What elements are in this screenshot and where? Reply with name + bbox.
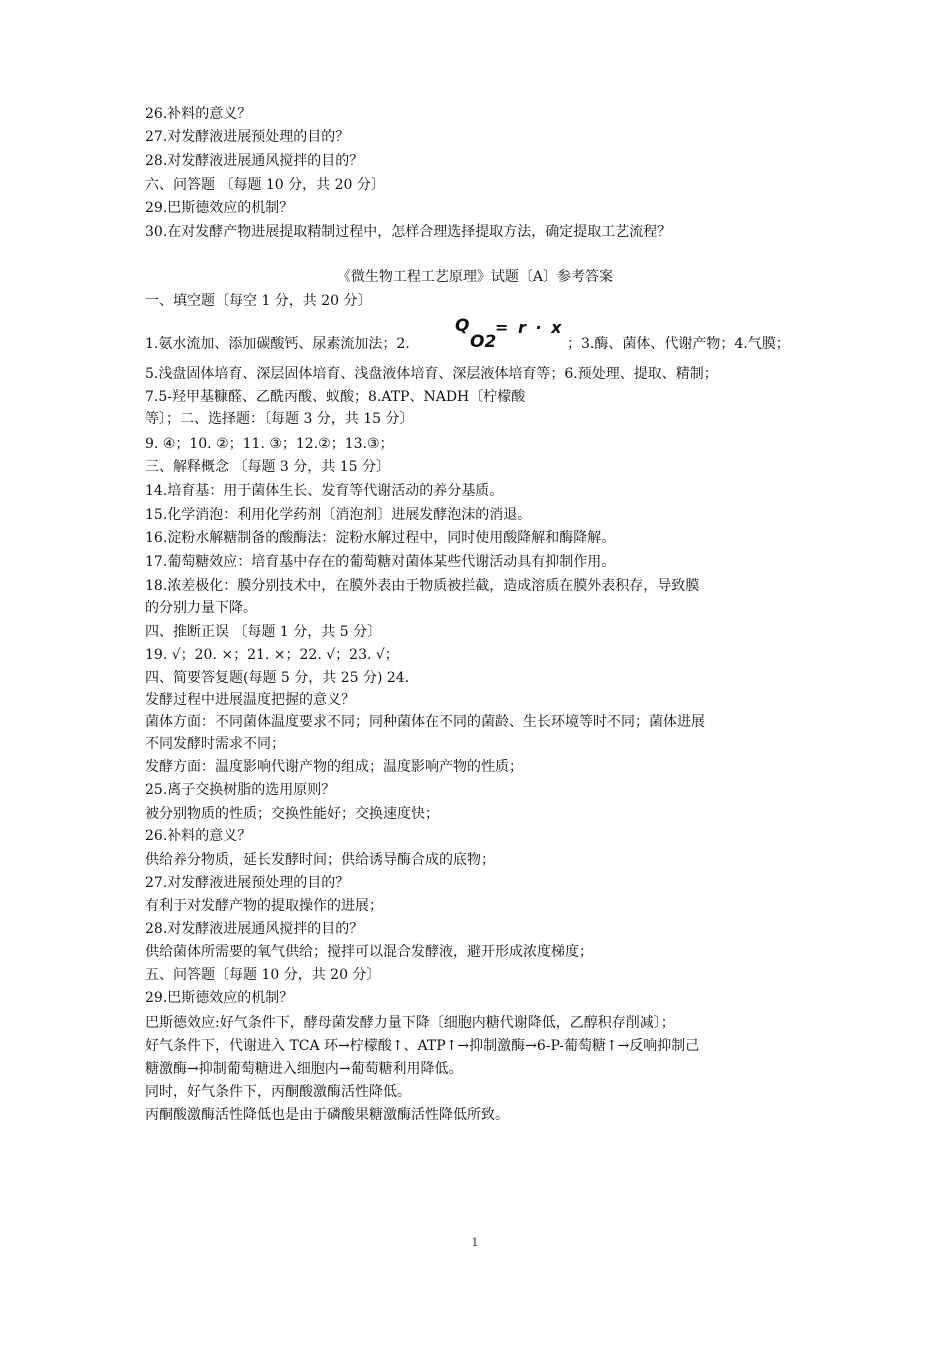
answer-line: 发酵方面：温度影响代谢产物的组成；温度影响产物的性质； [145, 759, 523, 775]
question-line: 26.补料的意义？ [145, 106, 252, 122]
question-line: 28.对发酵液进展通风搅拌的目的？ [145, 153, 364, 169]
answer-line: 有利于对发酵产物的提取操作的进展； [145, 898, 383, 914]
answer-line: 巴斯德效应:好气条件下，酵母菌发酵力量下降〔细胞内糖代谢降低，乙醇积存削减〕； [145, 1015, 675, 1031]
answer-line: 供给养分物质，延长发酵时间；供给诱导酶合成的底物； [145, 852, 495, 868]
answer-line: 18.浓差极化：膜分别技术中，在膜外表由于物质被拦截，造成溶质在膜外表积存，导致膜 [145, 578, 700, 594]
answer-line: 糖激酶→抑制葡萄糖进入细胞内→葡萄糖利用降低。 [145, 1061, 463, 1077]
page-number: 1 [471, 1236, 479, 1249]
answer-line: 的分别力量下降。 [145, 600, 257, 616]
answer-line: 16.淀粉水解糖制备的酸酶法：淀粉水解过程中，同时使用酸降解和酶降解。 [145, 530, 616, 546]
question-line: 30.在对发酵产物进展提取精制过程中，怎样合理选择提取方法，确定提取工艺流程？ [145, 224, 672, 240]
answer-line: 27.对发酵液进展预处理的目的？ [145, 875, 350, 891]
section-heading: 一、填空题〔每空 1 分，共 20 分〕 [145, 293, 372, 309]
answer-line-right: ；3.酶、菌体、代谢产物；4.气膜； [567, 336, 790, 352]
answer-line: 7.5-羟甲基糠醛、乙酰丙酸、蚁酸；8.ATP、NADH〔柠檬酸 [145, 389, 526, 405]
answer-line: 被分别物质的性质；交换性能好；交换速度快； [145, 806, 439, 822]
section-heading: 四、推断正误 〔每题 1 分，共 5 分〕 [145, 624, 382, 640]
answer-line: 25.离子交换树脂的选用原则？ [145, 782, 336, 798]
section-heading: 六、问答题 〔每题 10 分，共 20 分〕 [145, 177, 385, 193]
answer-line: 17.葡萄糖效应：培育基中存在的葡萄糖对菌体某些代谢活动具有抑制作用。 [145, 554, 616, 570]
answer-line: 19. √；20. ×；21. ×；22. √；23. √； [145, 647, 399, 663]
answer-line: 26.补料的意义？ [145, 828, 252, 844]
answer-line: 不同发酵时需求不同； [145, 736, 285, 752]
answer-line: 15.化学消泡：利用化学药剂〔消泡剂〕进展发酵泡沫的消退。 [145, 507, 532, 523]
answer-title: 《微生物工程工艺原理》试题〔A〕参考答案 [336, 269, 614, 285]
section-heading: 四、简要答复题(每题 5 分，共 25 分) 24. [145, 670, 410, 686]
answer-line: 等〕；二、选择题：〔每题 3 分，共 15 分〕 [145, 411, 414, 427]
section-heading: 五、问答题〔每题 10 分，共 20 分〕 [145, 967, 381, 983]
answer-line: 28.对发酵液进展通风搅拌的目的？ [145, 921, 364, 937]
answer-line: 29.巴斯德效应的机制？ [145, 990, 294, 1006]
answer-line: 同时，好气条件下，丙酮酸激酶活性降低。 [145, 1084, 411, 1100]
answer-line-left: 1.氨水流加、添加碳酸钙、尿素流加法；2. [145, 336, 410, 352]
answer-line: 9. ④；10. ②；11. ③；12.②；13.③； [145, 436, 394, 452]
question-line: 29.巴斯德效应的机制？ [145, 200, 294, 216]
formula-subscript: O2 [470, 332, 497, 352]
formula-q: Q [455, 316, 470, 336]
answer-line: 5.浅盘固体培育、深层固体培育、浅盘液体培育、深层液体培育等；6.预处理、提取、精制； [145, 366, 718, 382]
formula-rhs: = r · x [495, 318, 564, 337]
answer-line: 供给菌体所需要的氧气供给；搅拌可以混合发酵液，避开形成浓度梯度； [145, 944, 593, 960]
section-heading: 三、解释概念 〔每题 3 分，共 15 分〕 [145, 459, 390, 475]
answer-line: 菌体方面：不同菌体温度要求不同；同种菌体在不同的菌龄、生长环境等时不同；菌体进展 [145, 714, 705, 730]
question-line: 27.对发酵液进展预处理的目的？ [145, 129, 350, 145]
answer-line: 发酵过程中进展温度把握的意义？ [145, 692, 355, 708]
oxygen-uptake-formula [455, 316, 565, 358]
answer-line: 丙酮酸激酶活性降低也是由于磷酸果糖激酶活性降低所致。 [145, 1107, 509, 1123]
answer-line: 14.培育基：用于菌体生长、发育等代谢活动的养分基质。 [145, 483, 504, 499]
answer-line: 好气条件下，代谢进入 TCA 环→柠檬酸↑、ATP↑→抑制激酶→6-P-葡萄糖↑→反响抑制己 [145, 1038, 700, 1054]
